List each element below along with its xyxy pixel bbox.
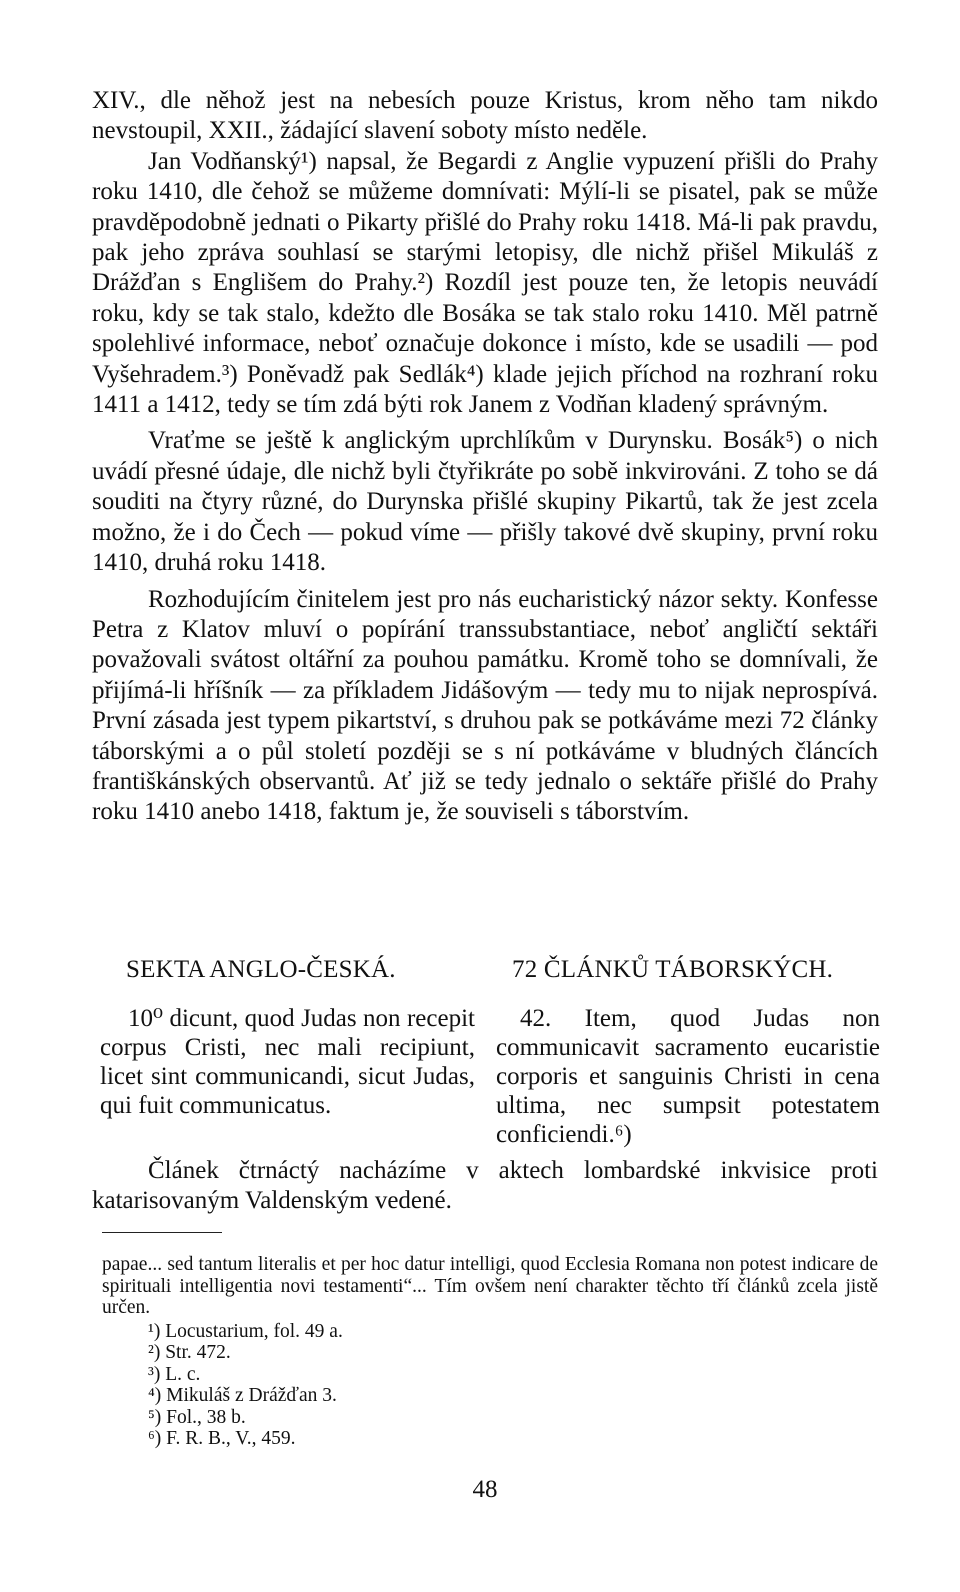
left-column-text: 10⁰ dicunt, quod Judas non recepit corpus Cristi, nec mali recipiunt, licet sint communicandi, sicut Judas, qui fuit communicatus.	[100, 1005, 475, 1119]
footnote-3: ³) L. c.	[148, 1363, 201, 1385]
footnote-1: ¹) Locustarium, fol. 49 a.	[148, 1320, 343, 1342]
paragraph-2: Jan Vodňanský¹) napsal, že Begardi z Anglie vypuzení přišli do Prahy roku 1410, dle čehož se můžeme domnívati: Mýlí-li se pisatel, pak se může pravděpodobně jednati o Pikarty přišlé do Prahy roku 1418. Má-li pak pravdu, pak jeho zpráva souhlasí se starými letopisy, dle nichž přišel Mikuláš z Drážďan s Englišem do Prahy.²) Rozdíl jest pouze ten, že letopis neuvádí roku, kdy se tak stalo, kdežto dle Bosáka se tak stalo roku 1410. Měl patrně spolehlivé informace, neboť označuje dokonce i místo, kde se usadili — pod Vyšehradem.³) Poněvadž pak Sedlák⁴) klade jejich příchod na rozhraní roku 1411 a 1412, tedy se tím zdá býti rok Janem z Vodňan kladený správným.	[92, 147, 878, 419]
footnote-5: ⁵) Fol., 38 b.	[148, 1406, 246, 1428]
footnote-6: ⁶) F. R. B., V., 459.	[148, 1428, 296, 1449]
footnote-2: ²) Str. 472.	[148, 1342, 231, 1363]
footnote-separator	[102, 1232, 222, 1233]
paragraph-3: Vraťme se ještě k anglickým uprchlíkům v Durynsku. Bosák⁵) o nich uvádí přesné údaje, dle nichž byli čtyřikráte po sobě inkvirováni. Z toho se dá souditi na čtyry různé, do Durynska přišlé skupiny Pikartů, tak že jest zcela možno, že i do Čech — pokud víme — přišly takové dvě skupiny, první roku 1410, druhá roku 1418.	[92, 427, 878, 577]
paragraph-1: XIV., dle něhož jest na nebesích pouze Kristus, krom něho tam nikdo nevstoupil, XXII., žádající slavení soboty místo neděle.	[92, 87, 878, 145]
left-column-heading: SEKTA ANGLO-ČESKÁ.	[126, 956, 396, 983]
footnote-4: ⁴) Mikuláš z Drážďan 3.	[148, 1385, 337, 1406]
right-column-text: 42. Item, quod Judas non communicavit sacramento eucaristie corporis et sanguinis Christi in cena ultima, nec sumpsit potestatem conficiendi.⁶)	[496, 1005, 880, 1148]
footnotes-section	[102, 1254, 878, 1450]
footnote-continuation: papae... sed tantum literalis et per hoc datur intelligi, quod Ecclesia Romana non potest indicare de spirituali intelligentia novi testamenti“... Tím ovšem není charakter těchto tří článků zcela jistě určen.	[102, 1254, 878, 1318]
footnote-list	[102, 1321, 878, 1450]
right-column-heading: 72 ČLÁNKŮ TÁBORSKÝCH.	[512, 956, 834, 983]
closing-paragraph: Článek čtrnáctý nacházíme v aktech lombardské inkvisice proti katarisovaným Valdenským vedené.	[92, 1157, 878, 1215]
body-text	[92, 86, 878, 828]
page-number: 48	[472, 1476, 498, 1503]
paragraph-4: Rozhodujícím činitelem jest pro nás eucharistický názor sekty. Konfesse Petra z Klatov mluví o popírání transsubstantiace, neboť angličtí sektáři považovali svátost oltářní za pouhou památku. Kromě toho se domnívali, že přijímá-li hříšník — za příkladem Jidášovým — tedy mu to nijak neprospívá. První zásada jest typem pikartství, s druhou pak se potkáváme mezi 72 články táborskými a o půl století později se s ní potkáváme v bludných článcích františkánských observantů. Ať již se tedy jednalo o sektáře přišlé do Prahy roku 1410 anebo 1418, faktum je, že souviseli s táborstvím.	[92, 585, 878, 826]
page-content	[92, 86, 880, 1503]
